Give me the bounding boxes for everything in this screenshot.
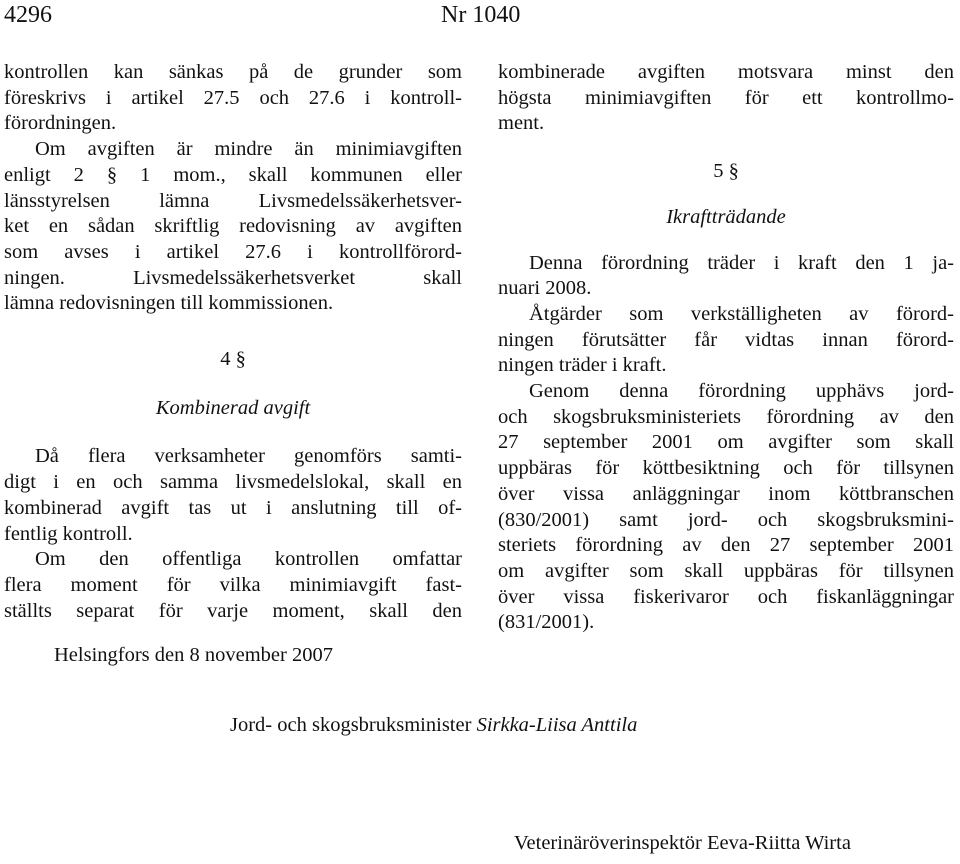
left-paragraph-3 [4,444,462,547]
text-line: kombinerad avgift tas ut i anslutning till of- [4,496,462,519]
text-line: över vissa fiskerivaror och fiskanläggningar [498,585,954,608]
text-line: ket en sådan skriftlig redovisning av avgiften [4,215,462,238]
issue-number: Nr 1040 [441,2,521,28]
page-number: 4296 [4,2,52,28]
text-line: Om den offentliga kontrollen omfattar [35,548,462,571]
text-line: ningen träder i kraft. [498,354,667,377]
text-line: ningen förutsätter får vidtas innan förord- [498,328,954,351]
text-line: Denna förordning träder i kraft den 1 ja- [529,251,954,274]
left-paragraph-4 [4,547,462,624]
text-line: digt i en och samma livsmedelslokal, skall en [4,471,462,494]
right-paragraph-2 [498,302,954,379]
text-line: som avses i artikel 27.6 i kontrollförord- [4,240,462,263]
text-line: länsstyrelsen lämna Livsmedelssäkerhetsver- [4,189,462,212]
text-line: ningen. Livsmedelssäkerhetsverket skall [4,266,462,289]
text-line: kombinerade avgiften motsvara minst den [498,61,954,83]
text-line: ställts separat för varje moment, skall den [4,599,462,622]
text-line: steriets förordning av den 27 september 2001 [498,534,954,557]
text-line: (831/2001). [498,611,595,634]
text-line: fentlig kontroll. [4,522,133,545]
section-4-title: Kombinerad avgift [155,396,311,419]
left-intro-paragraph [4,60,462,137]
right-paragraph-3 [498,379,954,636]
official-signature: Veterinäröverinspektör Eeva-Riitta Wirta [514,832,851,854]
right-paragraph-1 [498,251,954,302]
place-date: Helsingfors den 8 november 2007 [54,644,333,666]
text-line: enligt 2 § 1 mom., skall kommunen eller [4,163,462,186]
section-5-number: 5 § [713,160,739,183]
text-line: uppbäras för köttbesiktning och för tillsynen [498,457,954,480]
text-line: Om avgiften är mindre än minimiavgiften [35,138,462,161]
section-5-title: Ikraftträdande [666,205,786,228]
left-paragraph-2 [4,137,462,317]
text-line: och skogsbruksministeriets förordning av den [498,405,954,428]
minister-name: Sirkka-Liisa Anttila [476,714,638,736]
text-line: Genom denna förordning upphävs jord- [529,380,954,403]
text-line: föreskrivs i artikel 27.5 och 27.6 i kontroll- [4,86,462,109]
right-column [498,60,954,636]
minister-title: Jord- och skogsbruksminister [230,714,472,736]
text-line: högsta minimiavgiften för ett kontrollmo- [498,86,954,109]
text-line: förordningen. [4,112,117,135]
section-4-number: 4 § [220,348,246,371]
text-line: nuari 2008. [498,277,592,300]
text-line: kontrollen kan sänkas på de grunder som [4,61,462,83]
right-intro-paragraph [498,60,954,137]
minister-signature [230,714,637,737]
text-line: lämna redovisningen till kommissionen. [4,292,334,315]
text-line: flera moment för vilka minimiavgift fast- [4,573,462,596]
text-line: 27 september 2001 om avgifter som skall [498,431,954,454]
text-line: (830/2001) samt jord- och skogsbruksmini- [498,508,954,531]
left-column [4,60,462,624]
text-line: över vissa anläggningar inom köttbranschen [498,482,954,505]
text-line: ment. [498,112,545,135]
text-line: Åtgärder som verkställigheten av förord- [529,302,954,325]
text-line: om avgifter som skall uppbäras för tillsynen [498,559,954,582]
text-line: Då flera verksamheter genomförs samti- [35,445,462,468]
